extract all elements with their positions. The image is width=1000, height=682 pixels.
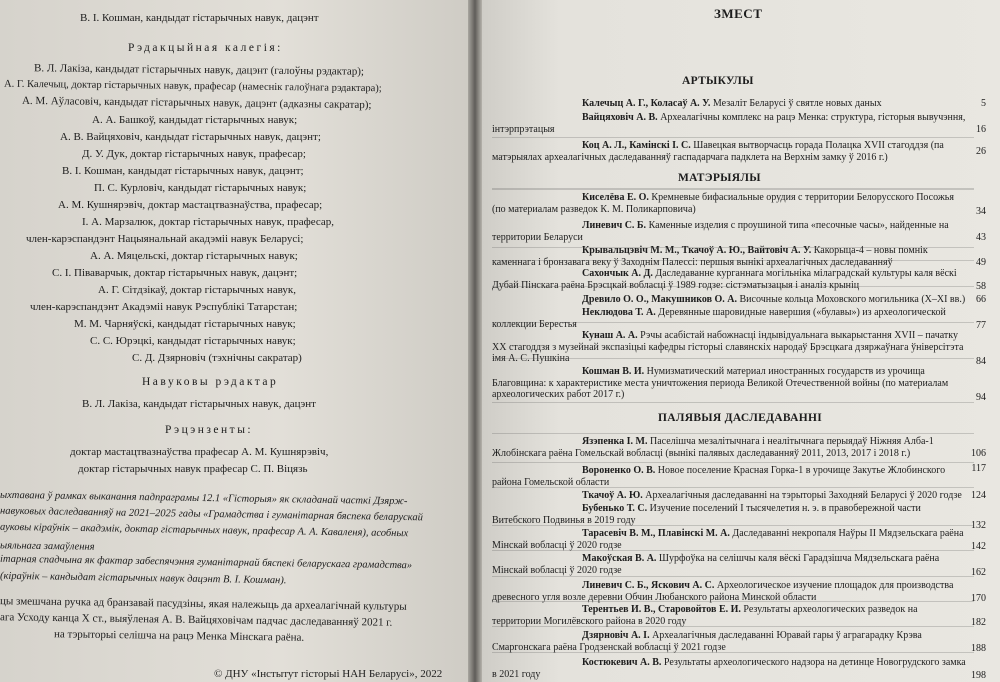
entry-authors: Дзярновіч А. І. — [582, 630, 653, 641]
toc-entry[interactable] — [492, 503, 966, 526]
sci-editor-heading: Навуковы рэдактар — [142, 376, 279, 388]
entry-authors: Тарасевіч В. М., Плавінскі М. А. — [582, 528, 733, 539]
board-member: член-карэспандэнт Нацыянальнай акадэміі навук Беларусі; — [26, 233, 304, 245]
toc-entry[interactable] — [492, 307, 966, 330]
divider-rule — [492, 601, 974, 602]
copyright-line: © ДНУ «Інстытут гісторыі НАН Беларусі», 2022 — [214, 668, 443, 680]
entry-authors: Ткачоў А. Ю. — [582, 490, 646, 501]
note-line: навуковых даследаванняў на 2021–2025 гады «Грамадства і гуманітарная бяспека беларускай — [0, 505, 423, 524]
board-member: С. І. Піваварчык, доктар гістарычных навук, дацэнт; — [52, 267, 298, 279]
section-heading: МАТЭРЫЯЛЫ — [678, 172, 761, 184]
entry-page-number: 132 — [971, 520, 986, 531]
toc-entry[interactable] — [492, 490, 966, 502]
entry-title: Шавецкая вытворчасць горада Полацка XVII стагоддзя (па матэрыялах археалагічных даследаванняў гаспадарчага падклета на Верхнім замку ў 2016 г.) — [492, 140, 944, 163]
entry-page-number: 170 — [971, 593, 986, 604]
right-page — [482, 0, 1000, 682]
entry-page-number: 77 — [976, 320, 986, 331]
toc-entry[interactable] — [492, 630, 966, 653]
entry-title: Изучение поселений I тысячелетия н. э. в правобережной части Витебского Подвинья в 2019 году — [492, 503, 921, 526]
entry-page-number: 117 — [971, 463, 986, 474]
toc-entry[interactable] — [492, 294, 966, 306]
entry-authors: Линевич С. Б., Яскович А. С. — [582, 580, 717, 591]
entry-authors: Линевич С. Б. — [582, 220, 649, 231]
entry-title: Каменные изделия с проушиной типа «песочные часы», найденные на территории Беларуси — [492, 220, 949, 243]
entry-page-number: 182 — [971, 617, 986, 628]
entry-title: Археалагічныя даследаванні Юравай гары ў аграгарадку Крэва Смаргонскага раёна Гродзенскай вобласці ў 2021 годзе — [492, 630, 922, 653]
board-member: П. С. Курловіч, кандыдат гістарычных навук; — [94, 182, 307, 194]
cover-line: на тэрыторыі селішча на рацэ Менка Мінскага раёна. — [53, 628, 305, 644]
book-gutter — [468, 0, 482, 682]
toc-entry[interactable] — [492, 245, 966, 268]
entry-authors: Древило О. О., Макушников О. А. — [582, 294, 740, 305]
divider-rule — [492, 550, 974, 551]
reviewer: доктар мастацтвазнаўства прафесар А. М. Кушнярэвіч, — [70, 446, 329, 458]
entry-page-number: 58 — [976, 281, 986, 292]
board-member: А. Г. Сітдзікаў, доктар гістарычных навук, — [98, 284, 296, 296]
entry-authors: Сахончык А. Д. — [582, 268, 656, 279]
divider-rule — [492, 137, 974, 138]
entry-title: Археологическое изучение площадок для производства древесного угля возле деревни Обчин Любанского района Минской области — [492, 580, 954, 603]
entry-title: Археалагічныя даследаванні на тэрыторыі Заходняй Беларусі ў 2020 годзе — [645, 490, 962, 501]
entry-title: Кремневые бифасиальные орудия с территории Белорусского Посожья (по материалам разведок К. М. Поликарповича) — [492, 192, 954, 215]
section-heading: ПАЛЯВЫЯ ДАСЛЕДАВАННІ — [658, 412, 823, 424]
entry-title: Мезаліт Беларусі ў святле новых даных — [712, 98, 882, 109]
toc-entry[interactable] — [492, 657, 966, 680]
entry-page-number: 49 — [976, 257, 986, 268]
entry-authors: Бубенько Т. С. — [582, 503, 650, 514]
entry-page-number: 84 — [976, 356, 986, 367]
toc-entry[interactable] — [492, 220, 966, 243]
reviewer: доктар гістарычных навук прафесар С. П. Віцязь — [78, 463, 308, 475]
entry-authors: Язэпенка І. М. — [582, 436, 650, 447]
entry-page-number: 162 — [971, 567, 986, 578]
entry-authors: Киселёва Е. О. — [582, 192, 652, 203]
entry-page-number: 5 — [981, 98, 986, 109]
cover-line: цы змешчана ручка ад бранзавай пасудзіны, якая належыць да археалагічнай культуры — [0, 595, 407, 613]
top-line: В. І. Кошман, кандыдат гістарычных навук, дацэнт — [80, 12, 319, 24]
cover-line: ага Усходу канца Х ст., выяўленая А. В. Вайцяховічам падчас даследаванняў 2021 г. — [0, 611, 393, 629]
entry-page-number: 188 — [971, 643, 986, 654]
toc-entry[interactable] — [492, 580, 966, 603]
board-member: А. М. Кушнярэвіч, доктар мастацтвазнаўства, прафесар; — [58, 199, 323, 211]
entry-title: Паселішча мезалітычнага і неалітычнага перыядаў Ніжняя Алба-1 Жлобінскага раёна Гомельскай вобласці (вынікі палявых даследаванняў 2011, 2013, 2017 і 2018 г.) — [492, 436, 934, 459]
board-member: А. Г. Калечыц, доктар гістарычных навук, прафесар (намеснік галоўнага рэдактара); — [3, 78, 382, 95]
entry-title: Даследаванне курганнага могільніка мілаградскай культуры каля вёскі Дубай Пінскага раёна Брэсцкай вобласці ў 1989 годзе: сістэматызацыя і аналіз крыніц — [492, 268, 957, 291]
board-member: А. А. Мяцельскі, доктар гістарычных навук; — [90, 250, 298, 262]
entry-page-number: 106 — [971, 448, 986, 459]
board-member: В. І. Кошман, кандыдат гістарычных навук, дацэнт; — [62, 165, 304, 177]
divider-rule — [492, 402, 974, 403]
divider-rule — [492, 322, 974, 323]
entry-authors: Неклюдова Т. А. — [582, 307, 659, 318]
section-heading: АРТЫКУЛЫ — [682, 75, 754, 87]
entry-title: Археалагічны комплекс на рацэ Менка: структура, гісторыя вывучэння, інтэрпрэтацыя — [492, 112, 966, 135]
board-member: В. Л. Лакіза, кандыдат гістарычных навук, дацэнт (галоўны рэдактар); — [33, 62, 365, 78]
toc-entry[interactable] — [492, 436, 966, 459]
divider-rule — [492, 189, 974, 190]
divider-rule — [492, 652, 974, 653]
note-line: ыяльнага замаўлення — [0, 540, 95, 553]
entry-authors: Калечыц А. Г., Коласаў А. У. — [582, 98, 713, 109]
toc-entry[interactable] — [492, 604, 966, 627]
entry-page-number: 43 — [976, 232, 986, 243]
board-member: Д. У. Дук, доктар гістарычных навук, прафесар; — [82, 148, 306, 160]
board-member: А. В. Вайцяховіч, кандыдат гістарычных навук, дацэнт; — [60, 131, 321, 143]
sci-editor: В. Л. Лакіза, кандыдат гістарычных навук, дацэнт — [82, 398, 316, 410]
entry-title: Результаты археологического надзора на детинце Новогрудского замка в 2021 году — [492, 657, 966, 680]
entry-title: Результаты археологических разведок на территории Могилёвского района в 2020 году — [492, 604, 918, 627]
board-member: І. А. Марзалюк, доктар гістарычных навук, прафесар, — [82, 216, 335, 228]
entry-title: Рэчы асабістай набожнасці індывідуальнага выкарыстання XVII – пачатку XX стагоддзя з музейнай экспазіцыі кафедры гісторыі славянскіх народаў Брэсцкага дзяржаўнага ўніверсітэта імя А. С. Пушкіна — [492, 330, 964, 365]
entry-authors: Крывальцэвіч М. М., Ткачоў А. Ю., Вайтовіч А. У. — [582, 245, 814, 256]
divider-rule — [492, 433, 974, 434]
board-member: М. М. Чарняўскі, кандыдат гістарычных навук; — [74, 318, 296, 330]
entry-title: Даследаванні некропаля Наўры II Мядзельскага раёна Мінскай вобласці ў 2020 годзе — [492, 528, 964, 551]
toc-entry[interactable] — [492, 98, 966, 110]
note-line: ітарная спадчына як фактар забеспячэння гуманітарнай бяспекі беларускага грамадства» — [0, 553, 413, 572]
divider-rule — [492, 260, 974, 261]
entry-authors: Терентьев И. В., Старовойтов Е. И. — [582, 604, 744, 615]
divider-rule — [492, 487, 974, 488]
entry-page-number: 34 — [976, 206, 986, 217]
divider-rule — [492, 626, 974, 627]
entry-authors: Кунаш А. А. — [582, 330, 641, 341]
note-line: (кіраўнік – кандыдат гістарычных навук дацэнт В. І. Кошман). — [0, 570, 287, 587]
entry-title: Какорыца-4 – новы помнік каменнага і бронзавага веку ў Заходнім Палессі: першыя вынікі археалагічных даследаванняў — [492, 245, 928, 268]
board-member: А. М. Аўласовіч, кандыдат гістарычных навук, дацэнт (адказны сакратар); — [21, 94, 372, 112]
entry-authors: Вороненко О. В. — [582, 465, 658, 476]
divider-rule — [492, 247, 974, 248]
entry-authors: Кошман В. И. — [582, 366, 647, 377]
entry-authors: Костюкевич А. В. — [582, 657, 664, 668]
divider-rule — [492, 358, 974, 359]
entry-title: Новое поселение Красная Горка-1 в урочище Закутье Жлобинского района Гомельской области — [492, 465, 946, 488]
board-member: С. С. Юрэцкі, кандыдат гістарычных навук; — [90, 335, 296, 347]
divider-rule — [492, 286, 974, 287]
toc-entry[interactable] — [492, 465, 966, 488]
entry-title: Височные кольца Моховского могильника (X–XI вв.) — [739, 294, 966, 305]
toc-entry[interactable] — [492, 268, 966, 291]
toc-entry[interactable] — [492, 112, 966, 135]
entry-page-number: 124 — [971, 490, 986, 501]
board-member: А. А. Башкоў, кандыдат гістарычных навук; — [92, 114, 298, 126]
entry-page-number: 94 — [976, 392, 986, 403]
toc-entry[interactable] — [492, 366, 966, 401]
board-member: С. Д. Дзярновіч (тэхнічны сакратар) — [132, 352, 302, 364]
note-line: ауковы кіраўнік – акадэмік, доктар гістарычных навук, прафесар А. А. Каваленя), асобных — [0, 521, 409, 540]
toc-entry[interactable] — [492, 192, 966, 215]
divider-rule — [492, 525, 974, 526]
entry-page-number: 16 — [976, 124, 986, 135]
left-page — [0, 0, 468, 682]
toc-entry[interactable] — [492, 553, 966, 576]
note-line: ыхтавана ў рамках выканання падпраграмы 12.1 «Гісторыя» як складанай часткі Дзярж- — [0, 489, 408, 508]
board-heading: Рэдакцыйная калегія: — [128, 42, 283, 54]
entry-authors: Макоўская В. А. — [582, 553, 659, 564]
toc-entry[interactable] — [492, 140, 966, 163]
reviewers-heading: Рэцэнзенты: — [165, 424, 254, 436]
entry-title: Шурфоўка на селішчы каля вёскі Гарадзішча Мядзельскага раёна Мінскай вобласці ў 2020 годзе — [492, 553, 940, 576]
divider-rule — [492, 576, 974, 577]
entry-title: Нумизматический материал иностранных государств из урочища Благовщина: к характеристике места уничтожения периода Великой Отечественной войны (по материалам археологических работ 2017 г.) — [492, 366, 949, 401]
entry-title: Деревянные шаровидные навершия («булавы») из археологической коллекции Берестья — [492, 307, 946, 330]
board-member: член-карэспандэнт Акадэміі навук Рэспублікі Татарстан; — [30, 301, 298, 313]
entry-authors: Коц А. Л., Камінскі І. С. — [582, 140, 694, 151]
entry-page-number: 198 — [971, 670, 986, 681]
contents-title: ЗМЕСТ — [714, 6, 763, 21]
entry-page-number: 66 — [976, 294, 986, 305]
toc-entry[interactable] — [492, 528, 966, 551]
entry-page-number: 26 — [976, 146, 986, 157]
toc-entry[interactable] — [492, 330, 966, 365]
entry-page-number: 142 — [971, 541, 986, 552]
entry-authors: Вайцяховіч А. В. — [582, 112, 661, 123]
divider-rule — [492, 462, 974, 463]
